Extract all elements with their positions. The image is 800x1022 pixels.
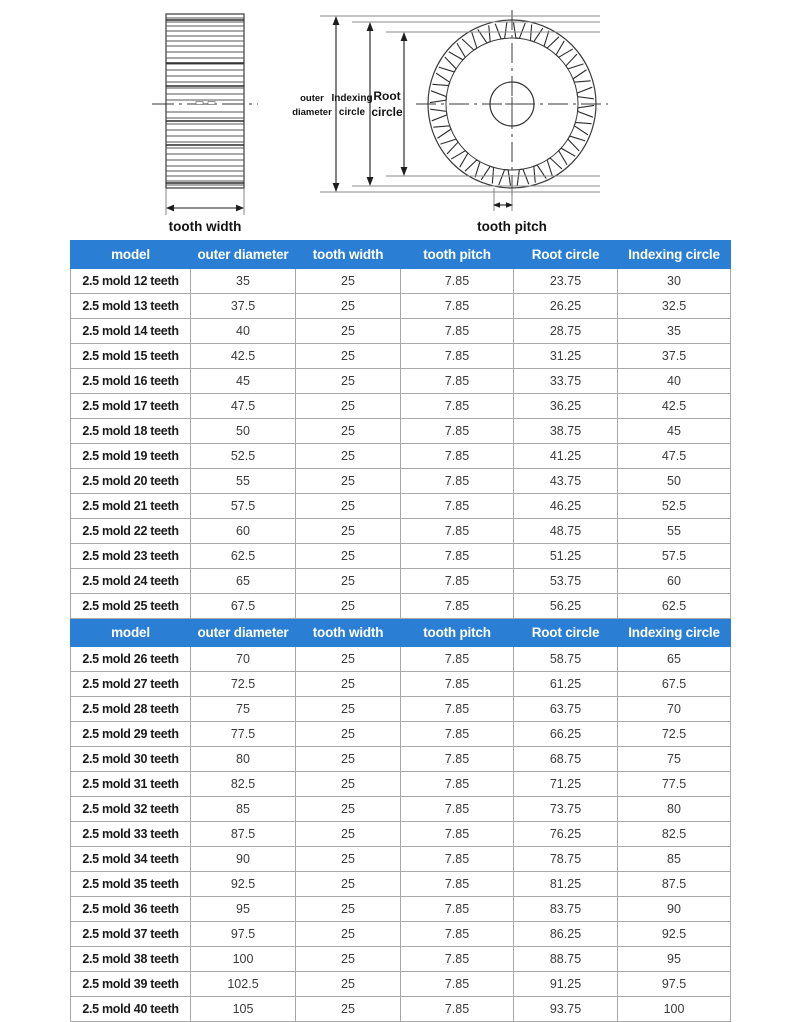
cell-value: 77.5 <box>191 722 296 747</box>
column-header[interactable]: Indexing circle <box>618 241 731 269</box>
outer-diameter-label-line2: diameter <box>292 107 332 118</box>
cell-value: 85 <box>618 847 731 872</box>
column-header[interactable]: tooth pitch <box>401 619 514 647</box>
root-circle-label-line1: Root <box>373 89 401 103</box>
table-row <box>71 972 731 997</box>
cell-value: 100 <box>618 997 731 1022</box>
cell-value: 100 <box>191 947 296 972</box>
indexing-circle-label-line1: Indexing <box>331 93 373 104</box>
cell-value: 25 <box>296 697 401 722</box>
cell-value: 45 <box>191 369 296 394</box>
cell-value: 52.5 <box>191 444 296 469</box>
outer-diameter-dimension <box>333 16 340 192</box>
cell-value: 88.75 <box>514 947 618 972</box>
cell-value: 81.25 <box>514 872 618 897</box>
cell-value: 7.85 <box>401 419 514 444</box>
cell-model: 2.5 mold 21 teeth <box>71 494 191 519</box>
gear-diagram-svg <box>0 0 800 238</box>
cell-value: 30 <box>618 269 731 294</box>
table-row <box>71 344 731 369</box>
cell-model: 2.5 mold 39 teeth <box>71 972 191 997</box>
table-row <box>71 419 731 444</box>
cell-value: 60 <box>191 519 296 544</box>
cell-value: 7.85 <box>401 344 514 369</box>
cell-model: 2.5 mold 34 teeth <box>71 847 191 872</box>
cell-value: 72.5 <box>191 672 296 697</box>
cell-value: 61.25 <box>514 672 618 697</box>
table-row <box>71 294 731 319</box>
cell-model: 2.5 mold 19 teeth <box>71 444 191 469</box>
cell-value: 62.5 <box>618 594 731 619</box>
cell-value: 57.5 <box>191 494 296 519</box>
cell-model: 2.5 mold 38 teeth <box>71 947 191 972</box>
tooth-pitch-dimension <box>493 188 513 211</box>
cell-value: 41.25 <box>514 444 618 469</box>
table-row <box>71 569 731 594</box>
cell-value: 25 <box>296 469 401 494</box>
cell-value: 25 <box>296 544 401 569</box>
cell-value: 47.5 <box>191 394 296 419</box>
cell-value: 80 <box>618 797 731 822</box>
cell-value: 26.25 <box>514 294 618 319</box>
cell-value: 65 <box>618 647 731 672</box>
cell-value: 92.5 <box>618 922 731 947</box>
cell-value: 7.85 <box>401 369 514 394</box>
cell-model: 2.5 mold 23 teeth <box>71 544 191 569</box>
cell-model: 2.5 mold 26 teeth <box>71 647 191 672</box>
cell-model: 2.5 mold 24 teeth <box>71 569 191 594</box>
cell-value: 83.75 <box>514 897 618 922</box>
cell-value: 72.5 <box>618 722 731 747</box>
cell-model: 2.5 mold 12 teeth <box>71 269 191 294</box>
cell-model: 2.5 mold 25 teeth <box>71 594 191 619</box>
cell-value: 7.85 <box>401 697 514 722</box>
cell-value: 52.5 <box>618 494 731 519</box>
table-row <box>71 394 731 419</box>
cell-value: 67.5 <box>618 672 731 697</box>
table-row <box>71 872 731 897</box>
column-header[interactable]: model <box>71 241 191 269</box>
table-row <box>71 494 731 519</box>
cell-value: 25 <box>296 294 401 319</box>
tooth-pitch-label: tooth pitch <box>477 219 547 234</box>
cell-value: 95 <box>191 897 296 922</box>
cell-value: 7.85 <box>401 394 514 419</box>
table-row <box>71 897 731 922</box>
cell-model: 2.5 mold 15 teeth <box>71 344 191 369</box>
cell-value: 25 <box>296 872 401 897</box>
cell-model: 2.5 mold 36 teeth <box>71 897 191 922</box>
table-row <box>71 822 731 847</box>
cell-model: 2.5 mold 33 teeth <box>71 822 191 847</box>
cell-value: 86.25 <box>514 922 618 947</box>
column-header[interactable]: tooth width <box>296 619 401 647</box>
table-row <box>71 672 731 697</box>
cell-value: 67.5 <box>191 594 296 619</box>
table-row <box>71 647 731 672</box>
cell-value: 85 <box>191 797 296 822</box>
cell-value: 42.5 <box>191 344 296 369</box>
cell-value: 25 <box>296 672 401 697</box>
cell-model: 2.5 mold 32 teeth <box>71 797 191 822</box>
indexing-circle-label-line2: circle <box>338 107 366 118</box>
cell-value: 7.85 <box>401 444 514 469</box>
cell-value: 71.25 <box>514 772 618 797</box>
table-row <box>71 519 731 544</box>
cell-value: 105 <box>191 997 296 1022</box>
cell-model: 2.5 mold 14 teeth <box>71 319 191 344</box>
cell-value: 7.85 <box>401 822 514 847</box>
cell-value: 75 <box>618 747 731 772</box>
cell-value: 7.85 <box>401 672 514 697</box>
cell-model: 2.5 mold 31 teeth <box>71 772 191 797</box>
cell-value: 25 <box>296 922 401 947</box>
table-row <box>71 772 731 797</box>
cell-value: 77.5 <box>618 772 731 797</box>
cell-value: 87.5 <box>191 822 296 847</box>
cell-model: 2.5 mold 30 teeth <box>71 747 191 772</box>
table-header-row <box>71 619 731 647</box>
table-row <box>71 747 731 772</box>
cell-value: 36.25 <box>514 394 618 419</box>
cell-model: 2.5 mold 18 teeth <box>71 419 191 444</box>
column-header[interactable]: tooth pitch <box>401 241 514 269</box>
table-row <box>71 997 731 1022</box>
cell-value: 55 <box>191 469 296 494</box>
table-row <box>71 594 731 619</box>
cell-value: 50 <box>191 419 296 444</box>
cell-value: 25 <box>296 569 401 594</box>
specification-table-container <box>70 240 730 1022</box>
cell-value: 76.25 <box>514 822 618 847</box>
column-header[interactable]: tooth width <box>296 241 401 269</box>
cell-model: 2.5 mold 16 teeth <box>71 369 191 394</box>
table-row <box>71 444 731 469</box>
cell-value: 7.85 <box>401 747 514 772</box>
cell-model: 2.5 mold 22 teeth <box>71 519 191 544</box>
cell-value: 28.75 <box>514 319 618 344</box>
cell-value: 7.85 <box>401 847 514 872</box>
cell-value: 40 <box>191 319 296 344</box>
column-header[interactable]: model <box>71 619 191 647</box>
cell-value: 25 <box>296 747 401 772</box>
cell-value: 7.85 <box>401 569 514 594</box>
cell-value: 7.85 <box>401 647 514 672</box>
cell-value: 35 <box>618 319 731 344</box>
cell-value: 25 <box>296 772 401 797</box>
cell-value: 56.25 <box>514 594 618 619</box>
cell-value: 25 <box>296 344 401 369</box>
cell-model: 2.5 mold 35 teeth <box>71 872 191 897</box>
cell-value: 40 <box>618 369 731 394</box>
column-header[interactable]: Indexing circle <box>618 619 731 647</box>
cell-value: 25 <box>296 722 401 747</box>
cell-value: 102.5 <box>191 972 296 997</box>
cell-value: 68.75 <box>514 747 618 772</box>
table-row <box>71 319 731 344</box>
cell-value: 65 <box>191 569 296 594</box>
cell-model: 2.5 mold 40 teeth <box>71 997 191 1022</box>
cell-value: 35 <box>191 269 296 294</box>
cell-value: 7.85 <box>401 897 514 922</box>
cell-value: 66.25 <box>514 722 618 747</box>
tooth-width-label: tooth width <box>168 219 242 234</box>
cell-value: 25 <box>296 319 401 344</box>
cell-model: 2.5 mold 27 teeth <box>71 672 191 697</box>
cell-value: 7.85 <box>401 594 514 619</box>
cell-value: 25 <box>296 494 401 519</box>
cell-value: 25 <box>296 594 401 619</box>
cell-value: 97.5 <box>191 922 296 947</box>
table-row <box>71 722 731 747</box>
cell-value: 7.85 <box>401 269 514 294</box>
column-header[interactable]: outer diameter <box>191 241 296 269</box>
cell-value: 25 <box>296 519 401 544</box>
cell-value: 25 <box>296 394 401 419</box>
cell-value: 7.85 <box>401 922 514 947</box>
cell-value: 31.25 <box>514 344 618 369</box>
cell-value: 58.75 <box>514 647 618 672</box>
cell-value: 7.85 <box>401 469 514 494</box>
cell-value: 50 <box>618 469 731 494</box>
gear-diagram <box>0 0 800 238</box>
cell-value: 80 <box>191 747 296 772</box>
cell-value: 7.85 <box>401 294 514 319</box>
cell-value: 43.75 <box>514 469 618 494</box>
table-row <box>71 947 731 972</box>
cell-value: 48.75 <box>514 519 618 544</box>
cell-model: 2.5 mold 13 teeth <box>71 294 191 319</box>
cell-value: 7.85 <box>401 772 514 797</box>
cell-value: 90 <box>191 847 296 872</box>
cell-value: 7.85 <box>401 544 514 569</box>
cell-value: 25 <box>296 847 401 872</box>
cell-value: 25 <box>296 369 401 394</box>
cell-value: 82.5 <box>191 772 296 797</box>
cell-value: 78.75 <box>514 847 618 872</box>
cell-value: 47.5 <box>618 444 731 469</box>
cell-value: 90 <box>618 897 731 922</box>
cell-value: 33.75 <box>514 369 618 394</box>
cell-value: 62.5 <box>191 544 296 569</box>
table-row <box>71 797 731 822</box>
cell-value: 75 <box>191 697 296 722</box>
cell-value: 25 <box>296 797 401 822</box>
cell-value: 42.5 <box>618 394 731 419</box>
cell-model: 2.5 mold 29 teeth <box>71 722 191 747</box>
cell-value: 7.85 <box>401 319 514 344</box>
cell-value: 70 <box>618 697 731 722</box>
cell-value: 82.5 <box>618 822 731 847</box>
cell-value: 7.85 <box>401 494 514 519</box>
gear-specification-table <box>70 240 731 1022</box>
cell-value: 7.85 <box>401 972 514 997</box>
cell-value: 25 <box>296 647 401 672</box>
cell-value: 23.75 <box>514 269 618 294</box>
cell-model: 2.5 mold 28 teeth <box>71 697 191 722</box>
cell-value: 95 <box>618 947 731 972</box>
table-row <box>71 269 731 294</box>
cell-value: 37.5 <box>618 344 731 369</box>
cell-value: 93.75 <box>514 997 618 1022</box>
cell-value: 73.75 <box>514 797 618 822</box>
cell-value: 7.85 <box>401 872 514 897</box>
table-row <box>71 544 731 569</box>
table-header-row <box>71 241 731 269</box>
cell-value: 25 <box>296 822 401 847</box>
cell-value: 63.75 <box>514 697 618 722</box>
cell-model: 2.5 mold 37 teeth <box>71 922 191 947</box>
cell-value: 7.85 <box>401 947 514 972</box>
cell-value: 46.25 <box>514 494 618 519</box>
cell-model: 2.5 mold 20 teeth <box>71 469 191 494</box>
cell-value: 25 <box>296 972 401 997</box>
cell-value: 92.5 <box>191 872 296 897</box>
cell-value: 7.85 <box>401 797 514 822</box>
cell-value: 7.85 <box>401 722 514 747</box>
table-row <box>71 922 731 947</box>
table-row <box>71 847 731 872</box>
tooth-width-dimension <box>166 188 244 215</box>
cell-value: 25 <box>296 897 401 922</box>
cell-value: 25 <box>296 419 401 444</box>
table-row <box>71 697 731 722</box>
cell-value: 70 <box>191 647 296 672</box>
cell-value: 57.5 <box>618 544 731 569</box>
root-circle-label-line2: circle <box>371 105 403 119</box>
cell-value: 25 <box>296 997 401 1022</box>
table-row <box>71 369 731 394</box>
cell-value: 53.75 <box>514 569 618 594</box>
cell-value: 25 <box>296 444 401 469</box>
cell-value: 87.5 <box>618 872 731 897</box>
outer-diameter-label-line1: outer <box>300 93 324 104</box>
gear-front-toothed-circle <box>416 10 608 200</box>
cell-value: 7.85 <box>401 519 514 544</box>
column-header[interactable]: outer diameter <box>191 619 296 647</box>
indexing-circle-dimension <box>367 22 374 186</box>
cell-value: 45 <box>618 419 731 444</box>
table-row <box>71 469 731 494</box>
cell-value: 38.75 <box>514 419 618 444</box>
cell-value: 55 <box>618 519 731 544</box>
cell-value: 51.25 <box>514 544 618 569</box>
cell-value: 25 <box>296 269 401 294</box>
root-circle-dimension <box>401 32 408 176</box>
column-header[interactable]: Root circle <box>514 619 618 647</box>
gear-side-profile <box>152 14 258 188</box>
cell-value: 7.85 <box>401 997 514 1022</box>
column-header[interactable]: Root circle <box>514 241 618 269</box>
cell-model: 2.5 mold 17 teeth <box>71 394 191 419</box>
cell-value: 97.5 <box>618 972 731 997</box>
cell-value: 32.5 <box>618 294 731 319</box>
cell-value: 25 <box>296 947 401 972</box>
cell-value: 37.5 <box>191 294 296 319</box>
cell-value: 60 <box>618 569 731 594</box>
cell-value: 91.25 <box>514 972 618 997</box>
